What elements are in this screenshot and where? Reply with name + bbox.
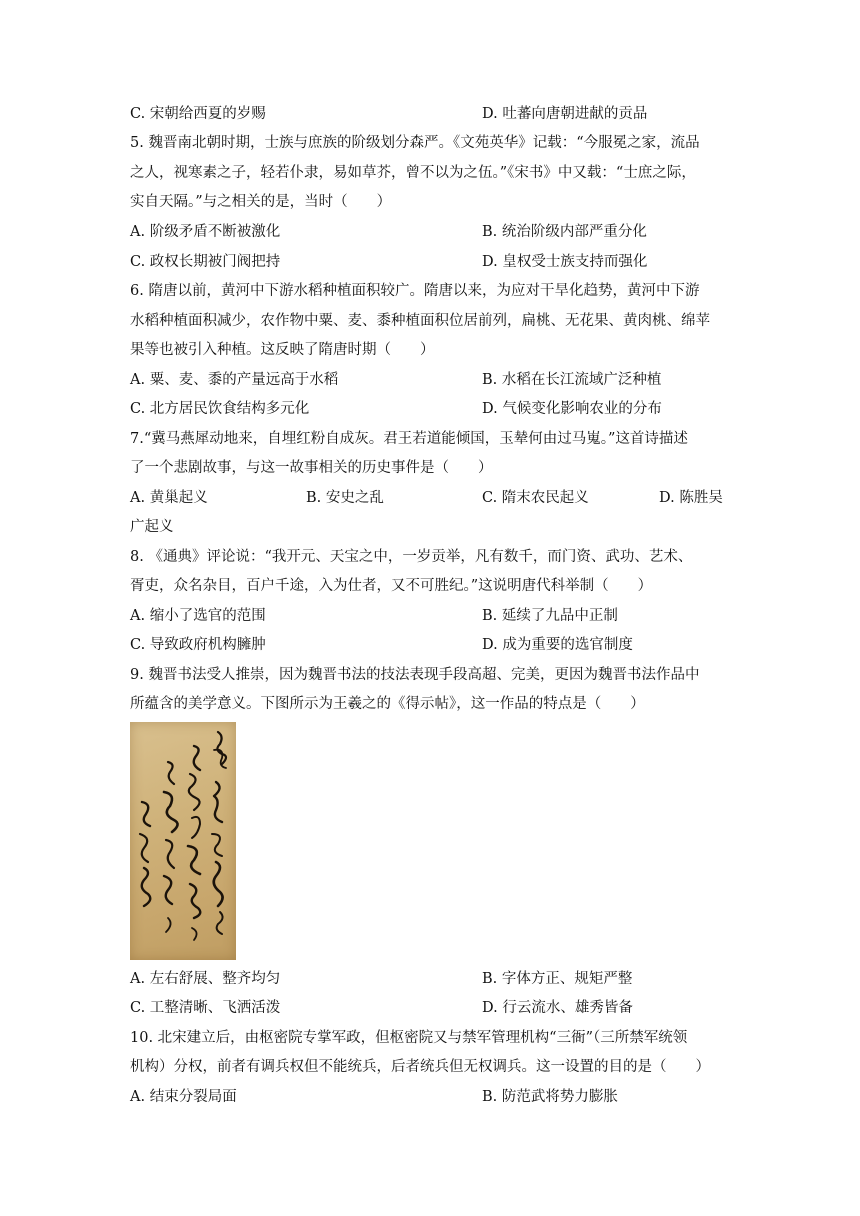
q10-stem-line1: 10. 北宋建立后，由枢密院专掌军政，但枢密院又与禁军管理机构“三衙”（三所禁军统领 bbox=[130, 1030, 688, 1046]
q7-option-d-continued: 广起义 bbox=[130, 519, 174, 535]
q8-stem-line2: 胥吏，众名杂目，百户千途，入为仕者，又不可胜纪。”这说明唐代科举制（ ） bbox=[130, 578, 653, 594]
q8-stem-line1: 8. 《通典》评论说：“我开元、天宝之中，一岁贡举，凡有数千，而门资、武功、艺术、 bbox=[130, 549, 693, 565]
q8-option-a[interactable]: A. 缩小了选官的范围 bbox=[130, 608, 266, 624]
q10-stem-line2: 机构）分权，前者有调兵权但不能统兵，后者统兵但无权调兵。这一设置的目的是（ ） bbox=[130, 1059, 710, 1075]
q7-stem-line1: 7.“冀马燕犀动地来，自埋红粉自成灰。君王若道能倾国，玉辇何由过马嵬。”这首诗描述 bbox=[130, 431, 688, 447]
q6-option-d[interactable]: D. 气候变化影响农业的分布 bbox=[482, 401, 662, 417]
q4-option-d[interactable]: D. 吐蕃向唐朝进献的贡品 bbox=[482, 106, 648, 122]
q9-stem-line1: 9. 魏晋书法受人推崇，因为魏晋书法的技法表现手段高超、完美，更因为魏晋书法作品中 bbox=[130, 667, 700, 683]
q9-stem-line2: 所蕴含的美学意义。下图所示为王羲之的《得示帖》，这一作品的特点是（ ） bbox=[130, 696, 645, 712]
q9-option-c[interactable]: C. 工整清晰、飞洒活泼 bbox=[130, 1000, 281, 1016]
q10-option-a[interactable]: A. 结束分裂局面 bbox=[130, 1089, 237, 1105]
q5-stem-line1: 5. 魏晋南北朝时期，士族与庶族的阶级划分森严。《文苑英华》记载：“今服冕之家，流品 bbox=[130, 135, 700, 151]
q8-option-d[interactable]: D. 成为重要的选官制度 bbox=[482, 637, 633, 653]
q4-option-c[interactable]: C. 宋朝给西夏的岁赐 bbox=[130, 106, 266, 122]
q5-stem-line2: 之人，视寒素之子，轻若仆隶，易如草芥，曾不以为之伍。”《宋书》中又载：“士庶之际， bbox=[130, 165, 696, 181]
q8-option-c[interactable]: C. 导致政府机构臃肿 bbox=[130, 637, 266, 653]
q6-stem-line3: 果等也被引入种植。这反映了隋唐时期（ ） bbox=[130, 342, 435, 358]
q9-option-b[interactable]: B. 字体方正、规矩严整 bbox=[482, 971, 633, 987]
q6-option-c[interactable]: C. 北方居民饮食结构多元化 bbox=[130, 401, 310, 417]
q6-option-b[interactable]: B. 水稻在长江流域广泛种植 bbox=[482, 372, 662, 388]
q9-option-d[interactable]: D. 行云流水、雄秀皆备 bbox=[482, 1000, 633, 1016]
calligraphy-image bbox=[130, 722, 236, 960]
q7-option-b[interactable]: B. 安史之乱 bbox=[306, 490, 384, 506]
q5-option-c[interactable]: C. 政权长期被门阀把持 bbox=[130, 254, 281, 270]
q5-option-d[interactable]: D. 皇权受士族支持而强化 bbox=[482, 254, 648, 270]
q7-option-d[interactable]: D. 陈胜吴 bbox=[659, 490, 723, 506]
q5-option-a[interactable]: A. 阶级矛盾不断被激化 bbox=[130, 224, 281, 240]
q5-stem-line3: 实自天隔。”与之相关的是，当时（ ） bbox=[130, 194, 392, 210]
q8-option-b[interactable]: B. 延续了九品中正制 bbox=[482, 608, 618, 624]
q7-stem-line2: 了一个悲剧故事，与这一故事相关的历史事件是（ ） bbox=[130, 460, 493, 476]
q9-option-a[interactable]: A. 左右舒展、整齐均匀 bbox=[130, 971, 281, 987]
q10-option-b[interactable]: B. 防范武将势力膨胀 bbox=[482, 1089, 618, 1105]
q5-option-b[interactable]: B. 统治阶级内部严重分化 bbox=[482, 224, 647, 240]
q6-stem-line2: 水稻种植面积减少，农作物中粟、麦、黍种植面积位居前列，扁桃、无花果、黄肉桃、绵苹 bbox=[130, 313, 710, 329]
q7-option-a[interactable]: A. 黄巢起义 bbox=[130, 490, 208, 506]
q7-option-c[interactable]: C. 隋末农民起义 bbox=[482, 490, 589, 506]
q6-option-a[interactable]: A. 粟、麦、黍的产量远高于水稻 bbox=[130, 372, 339, 388]
q6-stem-line1: 6. 隋唐以前，黄河中下游水稻种植面积较广。隋唐以来，为应对干旱化趋势，黄河中下游 bbox=[130, 283, 700, 299]
